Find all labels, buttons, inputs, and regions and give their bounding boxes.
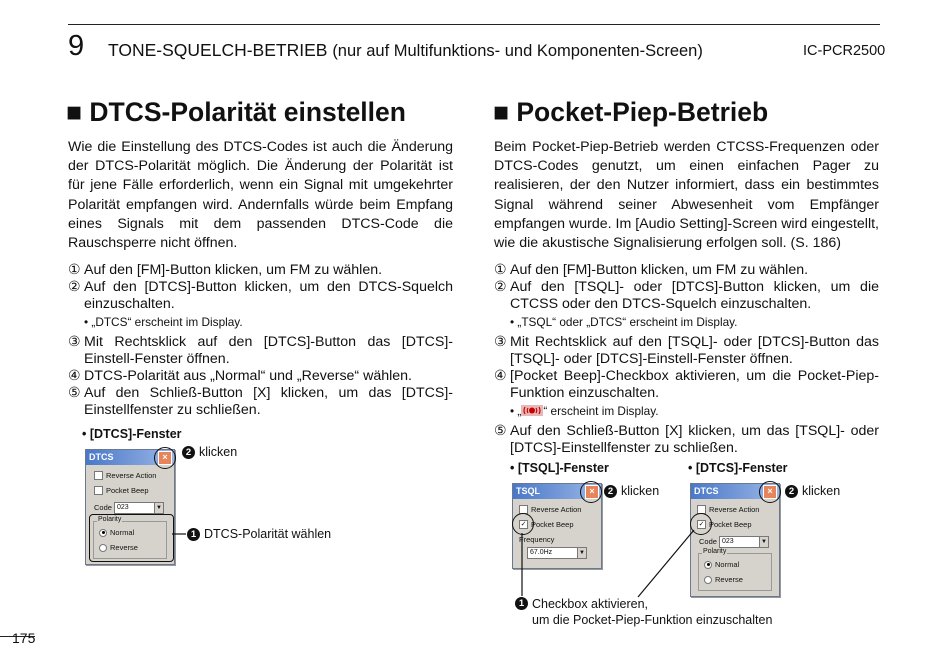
right-step-1: ① Auf den [FM]-Button klicken, um FM zu wählen. (494, 262, 809, 278)
polarity-reverse-radio[interactable]: Reverse (99, 543, 138, 552)
right-step-4-note: • „ “ erscheint im Display. (510, 404, 659, 418)
left-step-3: ③ Mit Rechtsklick auf den [DTCS]-Button das [DTCS]-Einstell-Fenster öffnen. (68, 334, 453, 367)
left-figure-label: • [DTCS]-Fenster (82, 427, 182, 441)
pocket-beep-checkbox[interactable]: ✓ Pocket Beep (698, 520, 752, 529)
polarity-normal-radio[interactable]: Normal (99, 528, 134, 537)
frequency-label: Frequency (519, 535, 555, 544)
left-callout-2: 2 klicken (182, 445, 237, 459)
tsql-window-titlebar: TSQL × (513, 484, 601, 499)
left-step-1: ① Auf den [FM]-Button klicken, um FM zu wählen. (68, 262, 383, 278)
polarity-group: Polarity Normal Reverse (698, 553, 772, 591)
left-step-2-note: • „DTCS“ erscheint im Display. (84, 315, 243, 329)
chapter-title-sub: (nur auf Multifunktions- und Komponenten-Screen) (332, 42, 703, 60)
chevron-down-icon: ▼ (759, 537, 768, 547)
tsql-callout-2: 2 klicken (604, 484, 659, 498)
dtcs-window-left-titlebar: DTCS × (86, 450, 174, 465)
reverse-action-checkbox[interactable]: Reverse Action (519, 505, 581, 514)
code-select[interactable]: 023 ▼ (719, 536, 769, 548)
right-intro: Beim Pocket-Piep-Betrieb werden CTCSS-Frequenzen oder DTCS-Codes genutzt, um einen einfachen Pager zu realisieren, der den Nutzer informiert, dass ein bestimmtes Signal während seiner Abwesenheit vom Empfänger empfangen wurde. Im [Audio Setting]-Screen wird eingestellt, wie die akustische Signalisierung erfolgen soll. (S. 186) (494, 139, 879, 252)
tsql-figure-label: • [TSQL]-Fenster (510, 461, 609, 475)
right-step-2-note: • „TSQL“ oder „DTCS“ erscheint im Display. (510, 315, 738, 329)
frequency-select[interactable]: 67.0Hz ▼ (527, 547, 587, 559)
dtcs-callout-2: 2 klicken (785, 484, 840, 498)
left-step-2: ② Auf den [DTCS]-Button klicken, um den DTCS-Squelch einzuschalten. (68, 279, 453, 312)
code-label: Code (94, 503, 112, 512)
polarity-reverse-radio[interactable]: Reverse (704, 575, 743, 584)
code-select[interactable]: 023 ▼ (114, 502, 164, 514)
right-step-4: ④ [Pocket Beep]-Checkbox aktivieren, um die Pocket-Piep-Funktion einzuschalten. (494, 368, 879, 401)
right-callout-1-line1: Checkbox aktivieren, (532, 597, 649, 611)
right-callout-1: 1 Checkbox aktivieren, um die Pocket-Piep-Funktion einzuschalten (515, 596, 772, 628)
close-icon[interactable]: × (763, 485, 777, 499)
code-label: Code (699, 537, 717, 546)
polarity-normal-radio[interactable]: Normal (704, 560, 739, 569)
chapter-title-main: TONE-SQUELCH-BETRIEB (108, 40, 328, 60)
right-step-3: ③ Mit Rechtsklick auf den [TSQL]- oder [DTCS]-Button das [TSQL]- oder [DTCS]-Einstell-Fenster öffnen. (494, 334, 879, 367)
left-intro: Wie die Einstellung des DTCS-Codes ist auch die Änderung der DTCS-Polarität möglich. Die Änderung der Polarität ist für jene Fälle erforderlich, wenn ein Signal mit umgekehrter Polarität empfangen wird. Andernfalls würde beim Empfang eines Signals mit dem passenden DTCS-Code die Rauschsperre nicht öffnen. (68, 139, 453, 252)
right-step-2: ② Auf den [TSQL]- oder [DTCS]-Button klicken, um die CTCSS oder den DTCS-Squelch einzuschalten. (494, 279, 879, 312)
pocket-beep-checkbox[interactable]: ✓ Pocket Beep (520, 520, 574, 529)
chevron-down-icon: ▼ (577, 548, 586, 558)
left-step-5: ⑤ Auf den Schließ-Button [X] klicken, um das [DTCS]-Einstellfenster zu schließen. (68, 385, 453, 418)
chevron-down-icon: ▼ (154, 503, 163, 513)
reverse-action-checkbox[interactable]: Reverse Action (94, 471, 156, 480)
close-icon[interactable]: × (158, 451, 172, 465)
close-icon[interactable]: × (585, 485, 599, 499)
left-step-4: ④ DTCS-Polarität aus „Normal“ und „Reverse“ wählen. (68, 368, 412, 384)
chapter-number: 9 (68, 30, 85, 62)
polarity-group: Polarity Normal Reverse (93, 521, 167, 559)
left-heading: ■ DTCS-Polarität einstellen (66, 97, 406, 127)
model-name: IC-PCR2500 (803, 43, 886, 59)
right-heading: ■ Pocket-Piep-Betrieb (493, 97, 769, 127)
pocket-beep-checkbox[interactable]: Pocket Beep (94, 486, 149, 495)
right-callout-1-line2: um die Pocket-Piep-Funktion einzuschalten (532, 613, 773, 627)
dtcs-figure-label: • [DTCS]-Fenster (688, 461, 788, 475)
left-callout-1: 1 DTCS-Polarität wählen (187, 527, 331, 541)
reverse-action-checkbox[interactable]: Reverse Action (697, 505, 759, 514)
right-step-5: ⑤ Auf den Schließ-Button [X] klicken, um das [TSQL]- oder [DTCS]-Einstellfenster zu schließen. (494, 423, 879, 456)
dtcs-window-right-titlebar: DTCS × (691, 484, 779, 499)
page-number: 175 (12, 630, 36, 646)
